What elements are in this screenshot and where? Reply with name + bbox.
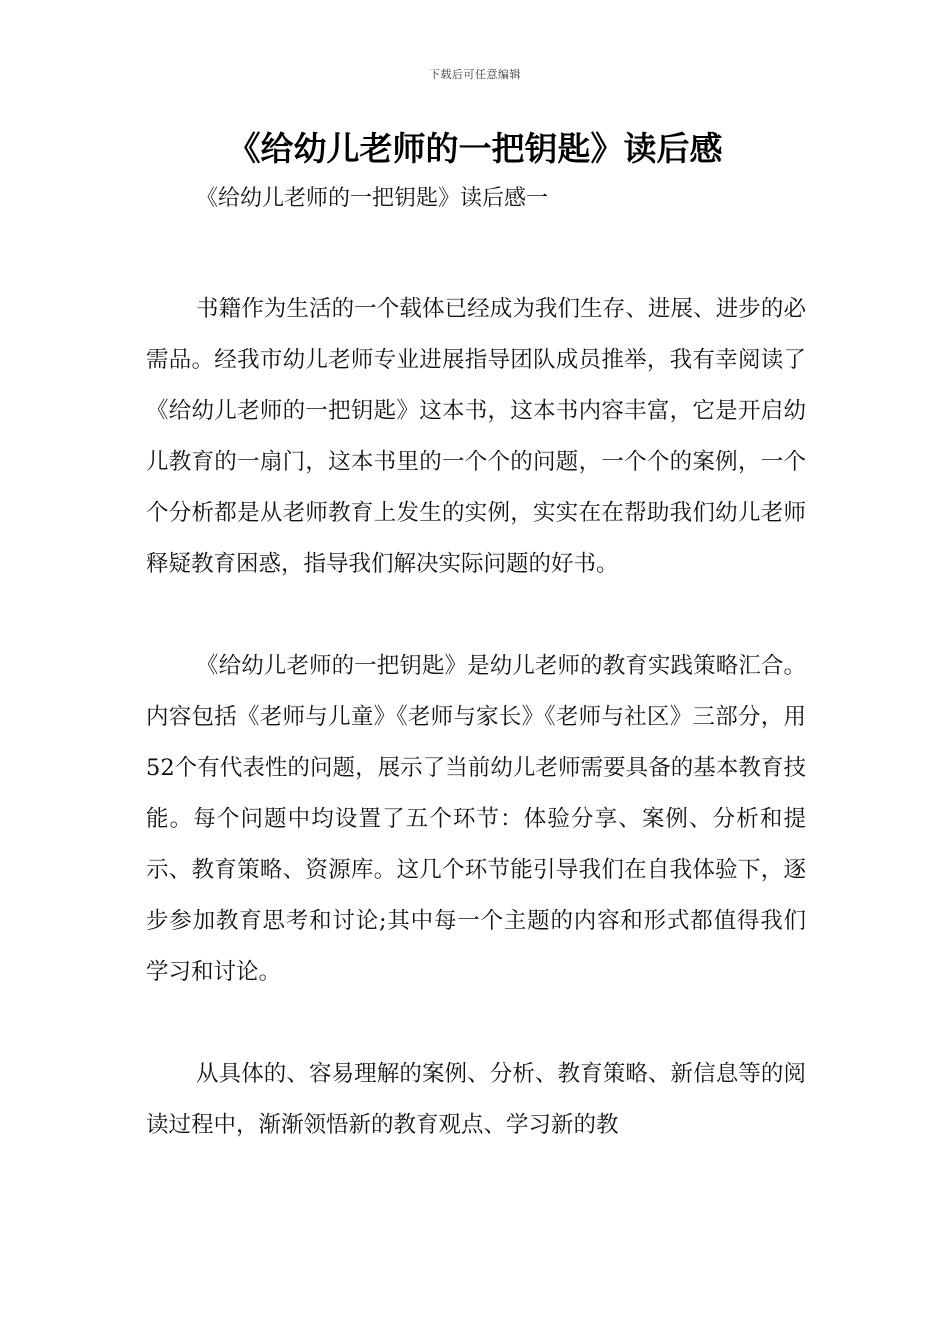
- paragraph-2: 《给幼儿老师的一把钥匙》是幼儿老师的教育实践策略汇合。内容包括《老师与儿童》《老师与家长》《老师与社区》三部分，用52个有代表性的问题，展示了当前幼儿老师需要具备的基本教育技能。每个问题中均设置了五个环节：体验分享、案例、分析和提示、教育策略、资源库。这几个环节能引导我们在自我体验下，逐步参加教育思考和讨论;其中每一个主题的内容和形式都值得我们学习和讨论。: [146, 653, 806, 985]
- paragraph-1: 书籍作为生活的一个载体已经成为我们生存、进展、进步的必需品。经我市幼儿老师专业进展指导团队成员推举，我有幸阅读了《给幼儿老师的一把钥匙》这本书，这本书内容丰富，它是开启幼儿教育的一扇门，这本书里的一个个的问题，一个个的案例，一个个分析都是从老师教育上发生的实例，实实在在帮助我们幼儿老师释疑教育困惑，指导我们解决实际问题的好书。: [146, 296, 806, 577]
- document-subtitle: 《给幼儿老师的一把钥匙》读后感一: [196, 186, 549, 211]
- document-body: [146, 284, 806, 1202]
- paragraph-3: 从具体的、容易理解的案例、分析、教育策略、新信息等的阅读过程中，渐渐领悟新的教育观点、学习新的教: [146, 1061, 806, 1138]
- document-title: 《给幼儿老师的一把钥匙》读后感: [227, 129, 723, 168]
- header-note: 下载后可任意编辑: [429, 68, 521, 81]
